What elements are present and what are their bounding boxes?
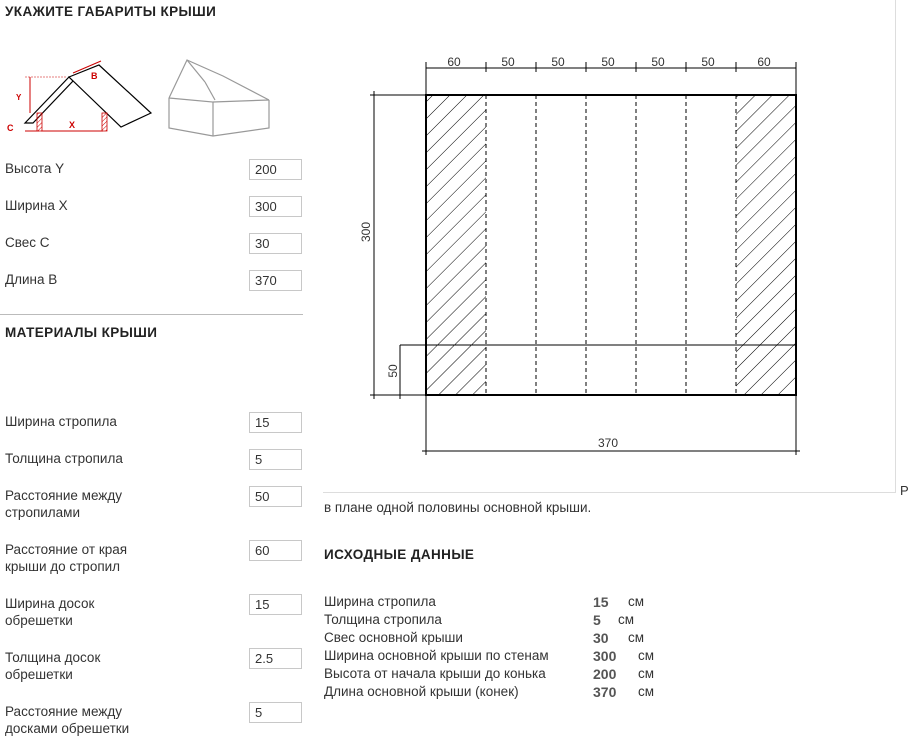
roof-section-diagram [3, 55, 163, 140]
batten-width-input[interactable] [249, 594, 302, 615]
label-line: Расстояние между [5, 704, 122, 719]
dim-segment-label: 60 [447, 55, 461, 69]
row-value: 30 [593, 630, 609, 646]
row-label: Ширина основной крыши по стенам [324, 648, 549, 663]
row-value: 300 [593, 648, 617, 664]
label-length-b: Длина B [5, 272, 58, 287]
label-batten-spacing [5, 703, 205, 737]
diagram-label-y: Y [16, 93, 22, 102]
batten-spacing-input[interactable] [249, 702, 302, 723]
row-unit: см [638, 666, 655, 681]
row-label: Ширина стропила [324, 594, 436, 609]
dimensions-title: УКАЖИТЕ ГАБАРИТЫ КРЫШИ [5, 4, 217, 19]
wall-right [102, 113, 107, 131]
label-line: стропилами [5, 505, 81, 520]
label-line: Ширина досок [5, 596, 95, 611]
label-line: досками обрешетки [5, 721, 130, 736]
dim-segment-label: 50 [551, 55, 565, 69]
label-height-y: Высота Y [5, 161, 65, 176]
label-line: обрешетки [5, 667, 73, 682]
label-rafter-spacing [5, 487, 205, 521]
length-b-input[interactable] [249, 270, 302, 291]
source-data-title: ИСХОДНЫЕ ДАННЫЕ [324, 547, 475, 562]
row-unit: см [638, 648, 655, 663]
row-label: Толщина стропила [324, 612, 442, 627]
dim-height-label: 300 [359, 221, 373, 243]
materials-title: МАТЕРИАЛЫ КРЫШИ [5, 325, 158, 340]
cut-off-letter: Р [900, 483, 909, 498]
label-batten-width [5, 595, 205, 629]
house-sketch [165, 56, 275, 141]
dim-segment-label: 60 [757, 55, 771, 69]
row-value: 370 [593, 684, 617, 700]
dim-segment-label: 50 [651, 55, 665, 69]
diagram-label-c: C [7, 123, 14, 133]
diagram-label-x: X [69, 120, 76, 130]
hatched-edge-right [736, 95, 796, 395]
edge-distance-input[interactable] [249, 540, 302, 561]
label-line: Расстояние от края [5, 542, 128, 557]
dim-segment-label: 50 [701, 55, 715, 69]
dim-strip-label: 50 [386, 364, 400, 378]
row-unit: см [638, 684, 655, 699]
label-line: обрешетки [5, 613, 73, 628]
row-unit: см [618, 612, 635, 627]
row-label: Высота от начала крыши до конька [324, 666, 546, 681]
label-line: Расстояние между [5, 488, 122, 503]
row-unit: см [628, 594, 645, 609]
label-line: Толщина досок [5, 650, 101, 665]
roof-right-slope [69, 65, 151, 127]
rafter-thickness-input[interactable] [249, 449, 302, 470]
label-width-x: Ширина X [5, 198, 68, 213]
label-edge-distance [5, 541, 205, 575]
batten-thickness-input[interactable] [249, 648, 302, 669]
dim-length-label: 370 [597, 436, 619, 450]
row-value: 200 [593, 666, 617, 682]
rafter-width-input[interactable] [249, 412, 302, 433]
roof-plan-drawing [324, 0, 896, 492]
dim-segment-label: 50 [501, 55, 515, 69]
label-rafter-thickness: Толщина стропила [5, 451, 123, 466]
section-divider [0, 314, 303, 315]
label-line: крыши до стропил [5, 559, 121, 574]
label-rafter-width: Ширина стропила [5, 414, 117, 429]
wall-left [37, 113, 42, 131]
plan-caption: в плане одной половины основной крыши. [324, 500, 592, 515]
left-panel [0, 0, 305, 735]
overhang-c-input[interactable] [249, 233, 302, 254]
height-y-input[interactable] [249, 159, 302, 180]
diagram-label-b: B [91, 71, 98, 81]
row-value: 15 [593, 594, 609, 610]
hatched-edge-left [426, 95, 486, 395]
row-value: 5 [593, 612, 601, 628]
label-batten-thickness [5, 649, 205, 683]
rafter-spacing-input[interactable] [249, 486, 302, 507]
row-label: Свес основной крыши [324, 630, 463, 645]
row-unit: см [628, 630, 645, 645]
width-x-input[interactable] [249, 196, 302, 217]
label-overhang-c: Свес C [5, 235, 50, 250]
dim-segment-label: 50 [601, 55, 615, 69]
roof-left-slope [25, 77, 73, 123]
row-label: Длина основной крыши (конек) [324, 684, 519, 699]
